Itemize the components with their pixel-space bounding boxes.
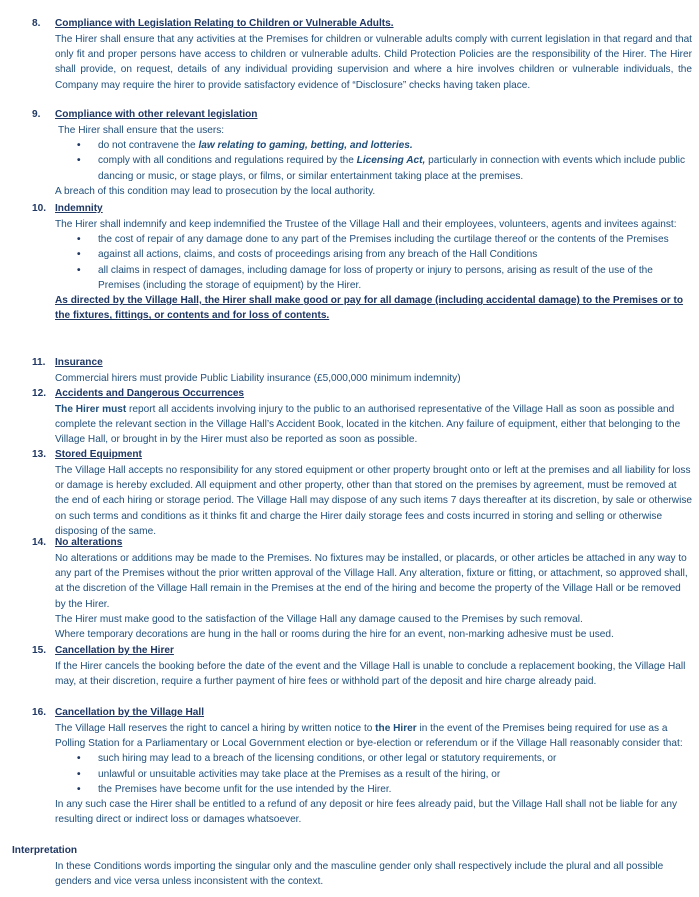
section-number: 11.: [32, 357, 46, 368]
bullet-list: [55, 138, 692, 184]
section-heading: Accidents and Dangerous Occurrences: [55, 388, 245, 399]
section-number: 8.: [32, 18, 41, 29]
section-number: 15.: [32, 645, 47, 656]
section-intro: The Hirer shall indemnify and keep indemnified the Trustee of the Village Hall and their employees, volunteers, agents and invitees against:: [55, 219, 677, 230]
section-text: If the Hirer cancels the booking before the date of the event and the Village Hall is unable to conclude a replacement booking, the Village Hall may, at their discretion, require a further payment of hire fees or withhold part of the deposit and hire charge already paid.: [55, 661, 686, 688]
section-number: 16.: [32, 707, 47, 718]
bullet-list: [55, 751, 692, 797]
section-outro: A breach of this condition may lead to prosecution by the local authority.: [55, 185, 376, 197]
section-heading: Insurance: [55, 357, 103, 368]
section-outro: In any such case the Hirer shall be entitled to a refund of any deposit or hire fees already paid, but the Village Hall shall not be liable for any resulting direct or indirect loss or damages whatsoever.: [55, 799, 678, 826]
section-body: [55, 721, 692, 827]
section-text: The Village Hall accepts no responsibility for any stored equipment or other property brought onto or left at the premises and all liability for loss or damage is hereby excluded. All equipment and other property, other than that stored on the premises by agreement, must be removed at the end of each hiring or storage period. The Village Hall may dispose of any such items 7 days thereafter at its discretion, by sale or otherwise on such terms and conditions as it thinks fit and charge the Hirer daily storage fees and costs incurred in storing and selling or otherwise disposing of the same.: [55, 465, 692, 537]
section-heading: Stored Equipment: [55, 449, 142, 460]
section-body: [55, 217, 692, 323]
section-heading: Interpretation: [12, 845, 78, 856]
section-paragraph: No alterations or additions may be made to the Premises. No fixtures may be installed, or placards, or other articles be attached in any way to any part of the Premises without the prior written approval of the Village Hall. Any alteration, fixture or fitting, or attachment, so approved shall, at the discretion of the Village Hall remain in the Premises at the end of the hiring and become the property of the Village Hall or be removed by the Hirer.: [55, 553, 688, 610]
section-heading: Cancellation by the Village Hall: [55, 707, 205, 718]
list-item: • comply with all conditions and regulations required by the Licensing Act, particularly in connection with events which include public dancing or music, or stage plays, or films, or similar entertainment taking place at the premises.: [55, 153, 692, 183]
section-text: The Hirer must report all accidents involving injury to the public to an authorised representative of the Village Hall as soon as possible and complete the relevant section in the Village Hall’s Accident Book, located in the kitchen. Any failure of equipment, either that belonging to the Village Hall, or brought in by the Hirer must also be reported as soon as possible.: [55, 404, 681, 446]
section-heading: Cancellation by the Hirer: [55, 645, 174, 656]
section-intro: The Hirer shall ensure that the users:: [58, 125, 225, 136]
section-intro: The Village Hall reserves the right to cancel a hiring by written notice to the Hirer in the event of the Premises being required for use as a Polling Station for a Parliamentary or Local Government election or bye-election or referendum or if the Village Hall reasonably consider that:: [55, 723, 683, 750]
list-item: • the Premises have become unfit for the use intended by the Hirer.: [55, 782, 692, 797]
section-text: In these Conditions words importing the singular only and the masculine gender only shall respectively include the plural and all possible genders and vice versa unless inconsistent with the context.: [55, 861, 664, 888]
section-heading: Indemnity: [55, 203, 103, 214]
section-text: The Hirer shall ensure that any activities at the Premises for children or vulnerable adults comply with current legislation in that regard and that only fit and proper persons have access to children or vulnerable adults. Child Protection Policies are the responsibility of the Hirer. The Hirer shall provide, on request, details of any individual providing supervision and where a hire involves children or vulnerable individuals, the Company may require the hirer to provide satisfactory evidence of “Disclosure” checks having taken place.: [55, 34, 692, 91]
bullet-list: [55, 232, 692, 293]
section-heading: Compliance with other relevant legislation: [55, 109, 258, 120]
section-paragraph: The Hirer must make good to the satisfaction of the Village Hall any damage caused to the Premises by such removal.: [55, 613, 583, 625]
section-number: 13.: [32, 449, 47, 460]
section-number: 10.: [32, 203, 47, 214]
section-number: 9.: [32, 109, 41, 120]
section-heading: Compliance with Legislation Relating to Children or Vulnerable Adults.: [55, 18, 394, 29]
section-number: 14.: [32, 537, 47, 548]
list-item: • unlawful or unsuitable activities may take place at the Premises as a result of the hiring, or: [55, 767, 692, 782]
list-item: • the cost of repair of any damage done to any part of the Premises including the curtilage thereof or the contents of the Premises: [55, 232, 692, 247]
section-heading: No alterations: [55, 537, 123, 548]
section-body: [55, 551, 692, 642]
list-item: • against all actions, claims, and costs of proceedings arising from any breach of the Hall Conditions: [55, 247, 692, 262]
section-body: [55, 123, 692, 199]
list-item: • all claims in respect of damages, including damage for loss of property or injury to persons, arising as result of the use of the Premises (including the storage of equipment) by the Hirer.: [55, 263, 692, 293]
section-paragraph: Where temporary decorations are hung in the hall or rooms during the hire for an event, non-marking adhesive must be used.: [55, 629, 614, 641]
list-item: • do not contravene the law relating to gaming, betting, and lotteries.: [55, 138, 692, 153]
section-outro: As directed by the Village Hall, the Hirer shall make good or pay for all damage (including accidental damage) to the Premises or to the fixtures, fittings, or contents and for loss of contents.: [55, 295, 684, 322]
section-text: Commercial hirers must provide Public Liability insurance (£5,000,000 minimum indemnity): [55, 373, 461, 384]
list-item: • such hiring may lead to a breach of the licensing conditions, or other legal or statutory requirements, or: [55, 751, 692, 766]
section-number: 12.: [32, 388, 47, 399]
